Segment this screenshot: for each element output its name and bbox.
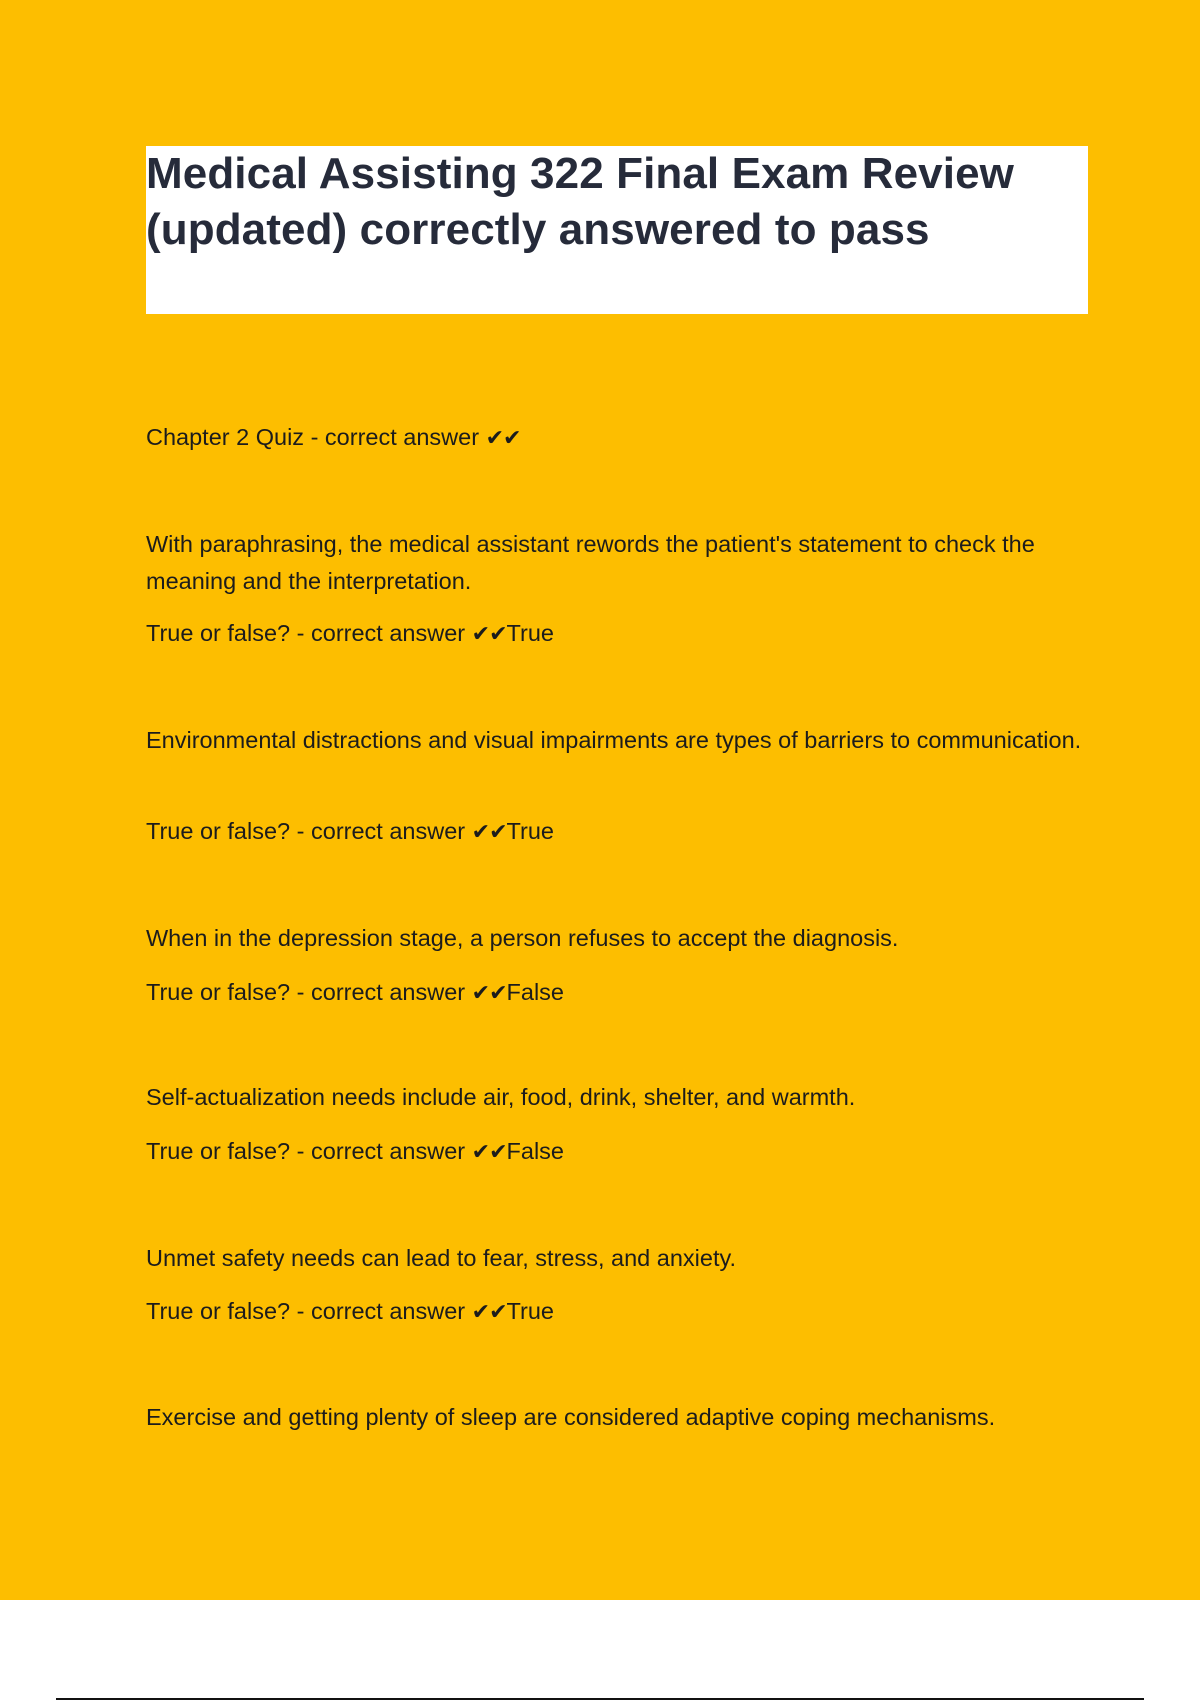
answer-value: True [506, 1298, 554, 1324]
question-5: Unmet safety needs can lead to fear, stress, and anxiety. [146, 1245, 737, 1271]
answer-prompt: True or false? - correct answer [146, 620, 472, 646]
answer-line-3 [146, 974, 564, 1012]
check-mark-icon: ✔✔ [471, 981, 507, 1006]
answer-value: True [506, 818, 554, 844]
check-mark-icon: ✔✔ [485, 426, 521, 451]
answer-prompt: True or false? - correct answer [146, 1298, 472, 1324]
question-1: With paraphrasing, the medical assistant rewords the patient's statement to check the meaning and the interpretation. [146, 531, 1035, 594]
question-4: Self-actualization needs include air, food, drink, shelter, and warmth. [146, 1084, 856, 1110]
check-mark-icon: ✔✔ [471, 820, 507, 845]
question-3: When in the depression stage, a person refuses to accept the diagnosis. [146, 925, 899, 951]
answer-value: False [506, 1138, 564, 1164]
answer-prompt: True or false? - correct answer [146, 818, 472, 844]
check-mark-icon: ✔✔ [471, 622, 507, 647]
answer-prompt: True or false? - correct answer [146, 979, 472, 1005]
answer-prompt: True or false? - correct answer [146, 1138, 472, 1164]
check-mark-icon: ✔✔ [471, 1140, 507, 1165]
page-title: Medical Assisting 322 Final Exam Review (updated) correctly answered to pass [146, 149, 1014, 254]
title-box [146, 146, 1088, 314]
question-2: Environmental distractions and visual impairments are types of barriers to communication. [146, 727, 1082, 753]
answer-value: True [506, 620, 554, 646]
chapter-heading [146, 419, 520, 457]
answer-line-5 [146, 1293, 554, 1331]
chapter-heading-text: Chapter 2 Quiz - correct answer [146, 424, 480, 450]
answer-line-4 [146, 1133, 564, 1171]
answer-line-1 [146, 615, 554, 653]
check-mark-icon: ✔✔ [471, 1300, 507, 1325]
question-6: Exercise and getting plenty of sleep are considered adaptive coping mechanisms. [146, 1404, 996, 1430]
answer-line-2 [146, 813, 554, 851]
answer-value: False [506, 979, 564, 1005]
